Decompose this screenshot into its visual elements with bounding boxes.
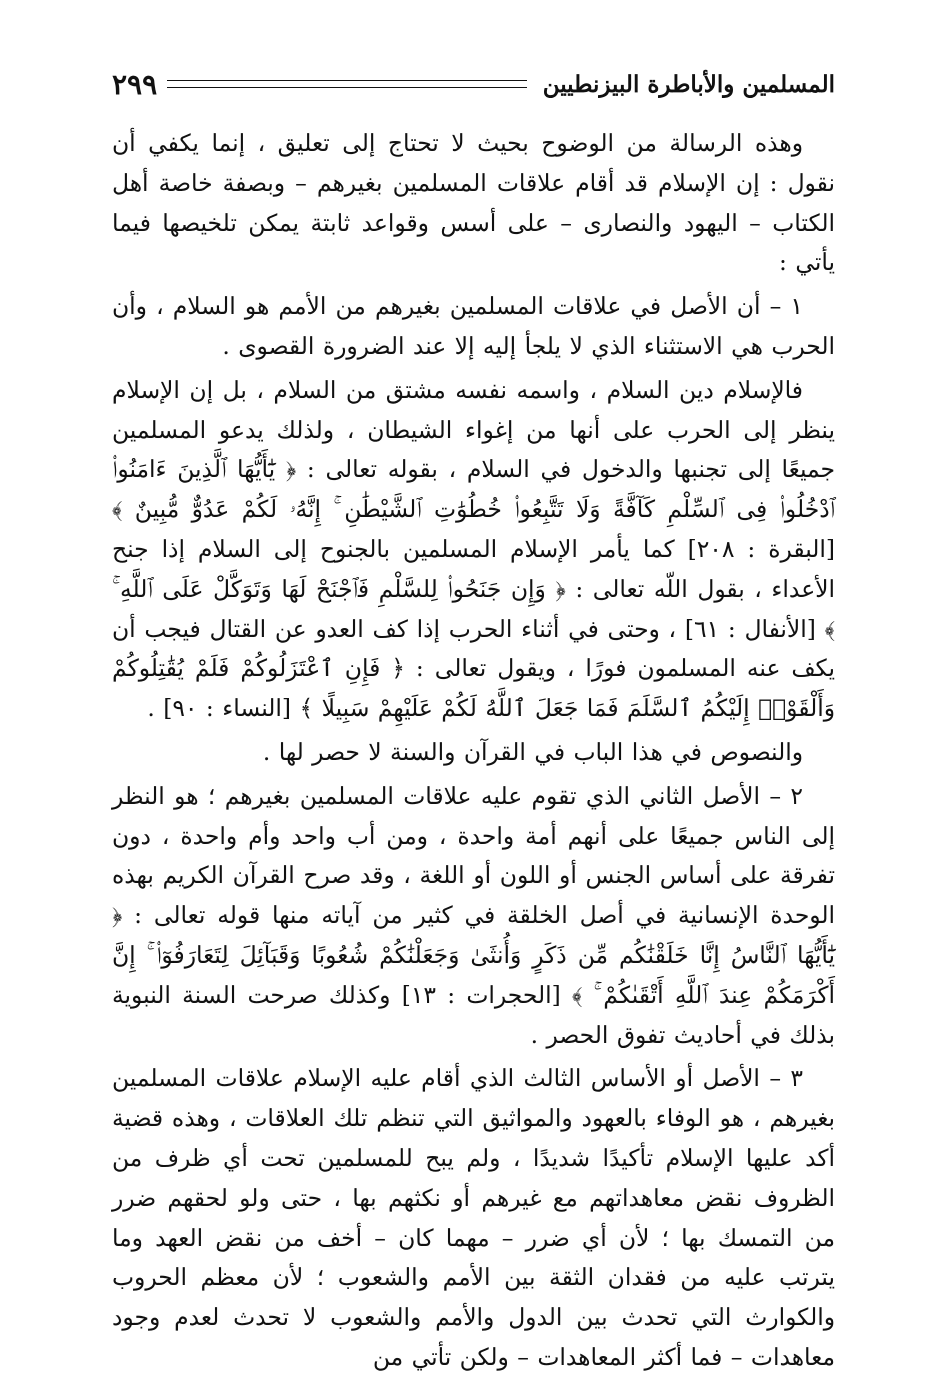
page-number: ٢٩٩ <box>112 67 158 101</box>
paragraph-peace: فالإسلام دين السلام ، واسمه نفسه مشتق من السلام ، بل إن الإسلام ينظر إلى الحرب على أنها من إغواء الشيطان ، ولذلك يدعو المسلمين جميعًا إلى تجنبها والدخول في السلام ، بقوله تعالى : ﴿ يَٰٓأَيُّهَا ٱلَّذِينَ ءَامَنُوا۟ ٱدْخُلُوا۟ فِى ٱلسِّلْمِ كَآفَّةً وَلَا تَتَّبِعُوا۟ خُطُوَٰتِ ٱلشَّيْطَٰنِ ۚ إِنَّهُۥ لَكُمْ عَدُوٌّ مُّبِينٌ ﴾ [البقرة : ٢٠٨] كما يأمر الإسلام المسلمين بالجنوح إلى السلام إذا جنح الأعداء ، بقول اللّه تعالى : ﴿ وَإِن جَنَحُوا۟ لِلسَّلْمِ فَٱجْنَحْ لَهَا وَتَوَكَّلْ عَلَى ٱللَّهِ ۚ ﴾ [الأنفال : ٦١] ، وحتى في أثناء الحرب إذا كف العدو عن القتال فيجب أن يكف عنه المسلمون فورًا ، ويقول تعالى : ﴿ فَإِنِ ٱعْتَزَلُوكُمْ فَلَمْ يُقَٰتِلُوكُمْ وَأَلْقَوْا۟ إِلَيْكُمُ ٱلسَّلَمَ فَمَا جَعَلَ ٱللَّهُ لَكُمْ عَلَيْهِمْ سَبِيلًا ﴾ [النساء : ٩٠] . <box>112 375 835 723</box>
body-text <box>112 124 835 1378</box>
page-header <box>112 62 835 106</box>
paragraph-principle-1: ١ – أن الأصل في علاقات المسلمين بغيرهم من الأمم هو السلام ، وأن الحرب هي الاستثناء الذي لا يلجأ إليه إلا عند الضرورة القصوى . <box>112 292 835 360</box>
paragraph-intro: وهذه الرسالة من الوضوح بحيث لا تحتاج إلى تعليق ، إنما يكفي أن نقول : إن الإسلام قد أقام علاقات المسلمين بغيرهم – وبصفة خاصة أهل الكتاب – اليهود والنصارى – على أسس وقواعد ثابتة يمكن تلخيصها فيما يأتي : <box>112 129 835 277</box>
paragraph-principle-2: ٢ – الأصل الثاني الذي تقوم عليه علاقات المسلمين بغيرهم ؛ هو النظر إلى الناس جميعًا على أنهم أمة واحدة ، ومن أب واحد وأم واحدة ، دون تفرقة على أساس الجنس أو اللون أو اللغة ، وقد صرح القرآن الكريم بهذه الوحدة الإنسانية في أصل الخلقة في كثير من آياته منها قوله تعالى : ﴿ يَٰٓأَيُّهَا ٱلنَّاسُ إِنَّا خَلَقْنَٰكُم مِّن ذَكَرٍ وَأُنثَىٰ وَجَعَلْنَٰكُمْ شُعُوبًا وَقَبَآئِلَ لِتَعَارَفُوٓا۟ ۚ إِنَّ أَكْرَمَكُمْ عِندَ ٱللَّهِ أَتْقَىٰكُمْ ۚ ﴾ [الحجرات : ١٣] وكذلك صرحت السنة النبوية بذلك في أحاديث تفوق الحصر . <box>112 781 836 1049</box>
running-title: المسلمين والأباطرة البيزنطيين <box>542 70 835 98</box>
header-double-rule <box>167 80 527 88</box>
paragraph-principle-3: ٣ – الأصل أو الأساس الثالث الذي أقام عليه الإسلام علاقات المسلمين بغيرهم ، هو الوفاء بالعهود والمواثيق التي تنظم تلك العلاقات ، وهذه قضية أكد عليها الإسلام تأكيدًا شديدًا ، ولم يبح للمسلمين تحت أي ظرف من الظروف نقض معاهداتهم مع غيرهم أو نكثهم بها ، حتى ولو لحقهم ضرر من التمسك بها ؛ لأن أي ضرر – مهما كان – أخف من نقض العهد وما يترتب عليه من فقدان الثقة بين الأمم والشعوب ؛ لأن معظم الحروب والكوارث التي تحدث بين الدول والأمم والشعوب لا تحدث لعدم وجود معاهدات – فما أكثر المعاهدات – ولكن تأتي من <box>112 1064 835 1371</box>
paragraph-texts: والنصوص في هذا الباب في القرآن والسنة لا حصر لها . <box>262 737 803 766</box>
